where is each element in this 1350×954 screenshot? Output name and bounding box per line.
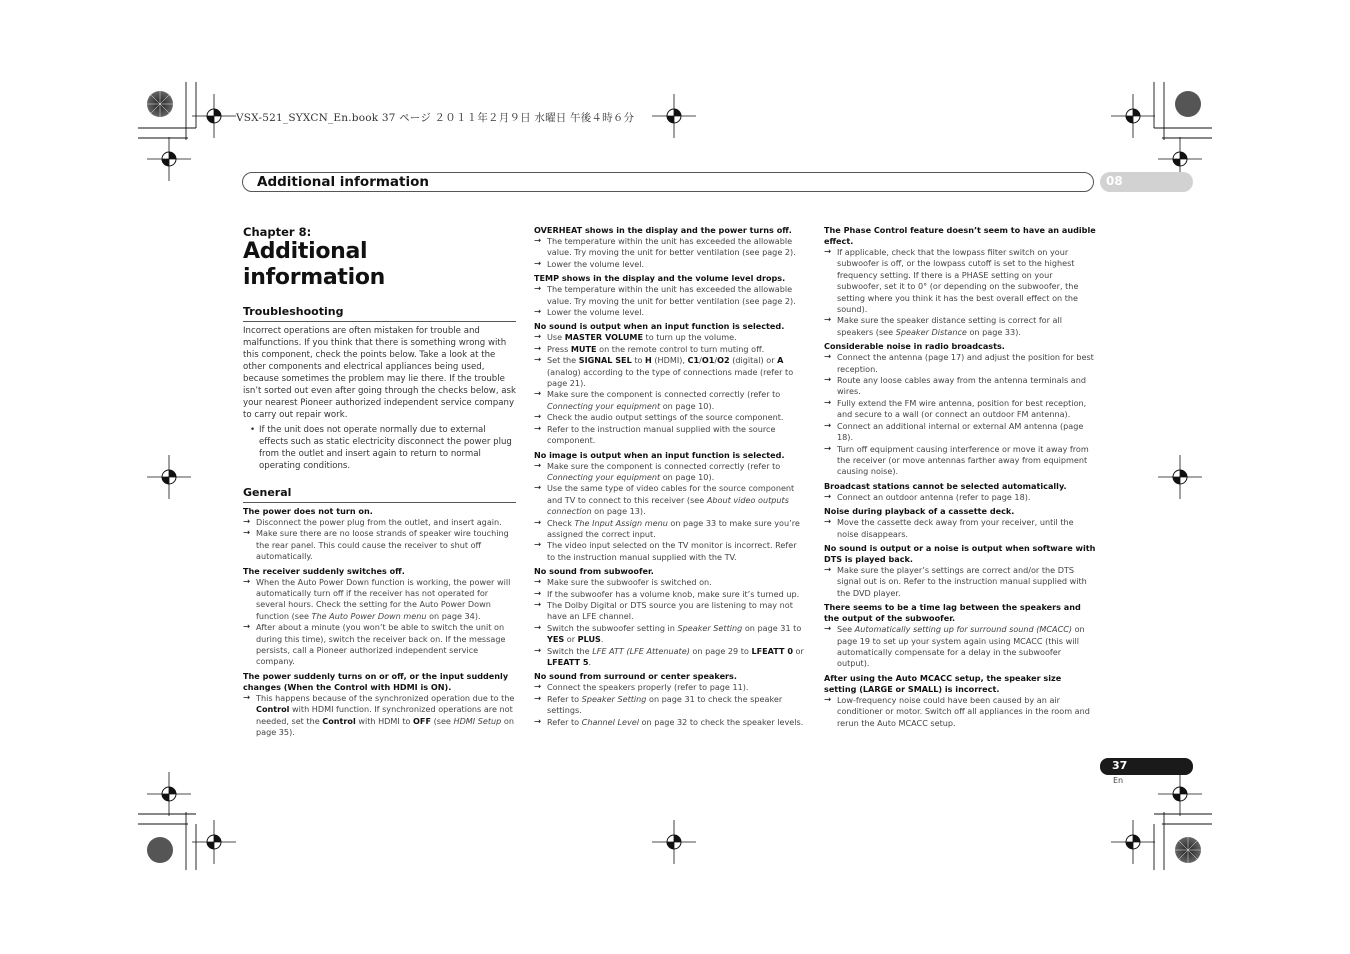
question: No image is output when an input function is selected. (534, 449, 785, 460)
arrow-icon: → (824, 517, 832, 528)
arrow-icon: → (243, 622, 251, 633)
answer: → The temperature within the unit has exceeded the allowable value. Try moving the unit for better ventilation (see page 2). (534, 284, 796, 306)
arrow-icon: → (824, 420, 832, 431)
answer: → Make sure there are no loose strands of speaker wire touching the rear panel. This could cause the receiver to shut off automatically. (243, 528, 509, 562)
answer: → Check the audio output settings of the source component. (534, 412, 784, 423)
arrow-icon: → (534, 389, 542, 400)
answer: → Connect an additional internal or external AM antenna (page 18). (824, 420, 1084, 443)
answer: → This happens because of the synchronized operation due to the Control with HDMI function. If synchronized operations are not needed, set the Control with HDMI to OFF (see HDMI Setup on page 35). (243, 692, 515, 738)
arrow-icon: → (243, 692, 251, 703)
arrow-icon: → (534, 284, 542, 295)
arrow-icon: → (534, 236, 542, 246)
arrow-icon: → (824, 352, 832, 363)
arrow-icon: → (243, 517, 251, 527)
answer: → Make sure the component is connected correctly (refer to Connecting your equipment on page 10). (534, 389, 781, 411)
arrow-icon: → (534, 258, 542, 269)
question: Considerable noise in radio broadcasts. (824, 341, 1005, 352)
answer: → Turn off equipment causing interference or move it away from the receiver (or move antennas farther away from equipment causing noise). (824, 443, 1089, 477)
arrow-icon: → (534, 423, 542, 434)
answer: → Route any loose cables away from the antenna terminals and wires. (824, 375, 1087, 397)
answer: → After about a minute (you won’t be able to switch the unit on during this time), switch the receiver back on. If the message persists, call a Pioneer authorized independent service company. (243, 622, 506, 667)
answer: → The temperature within the unit has exceeded the allowable value. Try moving the unit for better ventilation (see page 2). (534, 236, 796, 258)
chapter-label: Chapter 8: (243, 225, 312, 239)
chapter-tab (1100, 172, 1193, 192)
answer: → Refer to Speaker Setting on page 31 to check the speaker settings. (534, 693, 783, 716)
troubleshooting-intro: Incorrect operations are often mistaken for trouble and malfunctions. If you think that there is something wrong with this component, check the points below. Take a look at the other components and electrical appliances being used, because sometimes the problem may lie there. If the trouble isn’t sorted out even after going through the checks below, ask your nearest Pioneer authorized independent service company to carry out repair work. (243, 326, 516, 420)
arrow-icon: → (534, 540, 542, 551)
answer: → Set the SIGNAL SEL to H (HDMI), C1/O1/O2 (digital) or A (analog) according to the type of connections made (refer to page 21). (534, 355, 794, 389)
question: The power does not turn on. (243, 506, 373, 516)
answer: → Connect the antenna (page 17) and adjust the position for best reception. (824, 352, 1094, 374)
answer: → Move the cassette deck away from your receiver, until the noise disappears. (824, 517, 1074, 539)
header-title: Additional information (257, 174, 429, 190)
arrow-icon: → (534, 645, 542, 656)
question: No sound from subwoofer. (534, 566, 654, 577)
arrow-icon: → (824, 375, 832, 386)
answer: → Press MUTE on the remote control to turn muting off. (534, 343, 765, 354)
question: No sound is output or a noise is output when software with DTS is played back. (824, 542, 1096, 564)
arrow-icon: → (824, 315, 832, 326)
arrow-icon: → (534, 517, 542, 528)
page-number-tab (1100, 758, 1193, 775)
arrow-icon: → (824, 564, 832, 575)
answer: → Check The Input Assign menu on page 33 to make sure you’re assigned the correct input. (534, 517, 800, 539)
arrow-icon: → (824, 694, 832, 705)
question: After using the Auto MCACC setup, the speaker size setting (LARGE or SMALL) is incorrect. (824, 672, 1062, 694)
answer: → Lower the volume level. (534, 307, 645, 318)
arrow-icon: → (534, 332, 542, 343)
question: TEMP shows in the display and the volume level drops. (534, 273, 786, 284)
question: The power suddenly turns on or off, or the input suddenly changes (When the Control with HDMI is ON). (243, 670, 509, 692)
arrow-icon: → (824, 491, 832, 502)
chapter-number: 08 (1106, 174, 1123, 188)
arrow-icon: → (534, 577, 542, 588)
arrow-icon: → (243, 528, 251, 539)
arrow-icon: → (243, 576, 251, 587)
arrow-icon: → (534, 412, 542, 423)
answer: → If applicable, check that the lowpass filter switch on your subwoofer is off, or the lowpass cutoff is set to the highest frequency setting. If there is a PHASE setting on your subwoofer, set it to 0° (or depending on the subwoofer, the setting where you think it has the best overall effect on the sound). (824, 247, 1079, 315)
answer: → Make sure the subwoofer is switched on. (534, 577, 712, 588)
answer: → Connect an outdoor antenna (refer to page 18). (824, 491, 1031, 502)
answer: → Use the same type of video cables for the source component and TV to connect to this receiver (see About video outputs connection on page 13). (534, 483, 795, 517)
arrow-icon: → (534, 682, 542, 693)
answer: → The video input selected on the TV monitor is incorrect. Refer to the instruction manual supplied with the TV. (534, 540, 797, 562)
page-number: 37 (1112, 759, 1128, 772)
book-file-info: VSX-521_SYXCN_En.book 37 ページ ２０１１年２月９日 水曜日 午後４時６分 (236, 112, 635, 124)
answer: → Disconnect the power plug from the outlet, and insert again. (243, 517, 502, 527)
column-2 (534, 225, 806, 728)
answer: → Refer to the instruction manual supplied with the source component. (534, 423, 776, 446)
question: Noise during playback of a cassette deck. (824, 506, 1015, 517)
arrow-icon: → (824, 397, 832, 408)
arrow-icon: → (534, 483, 542, 494)
page-title: Additional information (243, 239, 386, 290)
section-general: General (243, 486, 516, 503)
column-1 (243, 225, 516, 739)
answer: → When the Auto Power Down function is working, the power will automatically turn off if the receiver has not operated for several hours. Check the setting for the Auto Power Down function (see The Auto Power Down menu on page 34). (243, 576, 511, 621)
answer: → Make sure the player’s settings are correct and/or the DTS signal out is on. Refer to the instruction manual supplied with the DVD player. (824, 564, 1087, 598)
troubleshooting-note: • If the unit does not operate normally due to external effects such as static electricity disconnect the power plug from the outlet and insert again to return to normal operating conditions. (243, 424, 516, 472)
answer: → Connect the speakers properly (refer to page 11). (534, 682, 749, 693)
question: The Phase Control feature doesn’t seem to have an audible effect. (824, 225, 1096, 246)
answer: → Lower the volume level. (534, 258, 645, 269)
question: Broadcast stations cannot be selected automatically. (824, 480, 1067, 491)
arrow-icon: → (534, 693, 542, 704)
answer: → Make sure the component is connected correctly (refer to Connecting your equipment on page 10). (534, 460, 781, 482)
answer: → Fully extend the FM wire antenna, position for best reception, and secure to a wall (or connect an outdoor FM antenna). (824, 397, 1087, 420)
arrow-icon: → (534, 588, 542, 599)
arrow-icon: → (824, 247, 832, 257)
column-3 (824, 225, 1096, 729)
running-header (242, 172, 1094, 192)
arrow-icon: → (824, 624, 832, 635)
arrow-icon: → (534, 716, 542, 727)
question: The receiver suddenly switches off. (243, 565, 405, 576)
answer: → Switch the LFE ATT (LFE Attenuate) on page 29 to LFEATT 0 or LFEATT 5. (534, 645, 804, 667)
answer: → Make sure the speaker distance setting is correct for all speakers (see Speaker Distance on page 33). (824, 315, 1062, 337)
page-language: En (1113, 776, 1124, 785)
answer: → Use MASTER VOLUME to turn up the volume. (534, 332, 737, 343)
arrow-icon: → (824, 443, 832, 454)
answer: → Refer to Channel Level on page 32 to check the speaker levels. (534, 716, 804, 727)
answer: → Switch the subwoofer setting in Speaker Setting on page 31 to YES or PLUS. (534, 622, 802, 645)
question: No sound is output when an input function is selected. (534, 321, 785, 332)
answer: → The Dolby Digital or DTS source you are listening to may not have an LFE channel. (534, 599, 793, 622)
question: No sound from surround or center speakers. (534, 671, 737, 682)
arrow-icon: → (534, 460, 542, 471)
question: There seems to be a time lag between the speakers and the output of the subwoofer. (824, 602, 1081, 624)
arrow-icon: → (534, 622, 542, 633)
answer: → If the subwoofer has a volume knob, make sure it’s turned up. (534, 588, 800, 599)
arrow-icon: → (534, 307, 542, 318)
answer: → Low-frequency noise could have been caused by an air conditioner or motor. Switch off all appliances in the room and rerun the Auto MCACC setup. (824, 694, 1090, 728)
answer: → See Automatically setting up for surround sound (MCACC) on page 19 to set up your system again using MCACC (this will automatically compensate for a delay in the subwoofer output). (824, 624, 1085, 669)
arrow-icon: → (534, 343, 542, 354)
section-troubleshooting: Troubleshooting (243, 305, 516, 322)
arrow-icon: → (534, 599, 542, 610)
arrow-icon: → (534, 355, 542, 366)
question: OVERHEAT shows in the display and the power turns off. (534, 225, 792, 235)
